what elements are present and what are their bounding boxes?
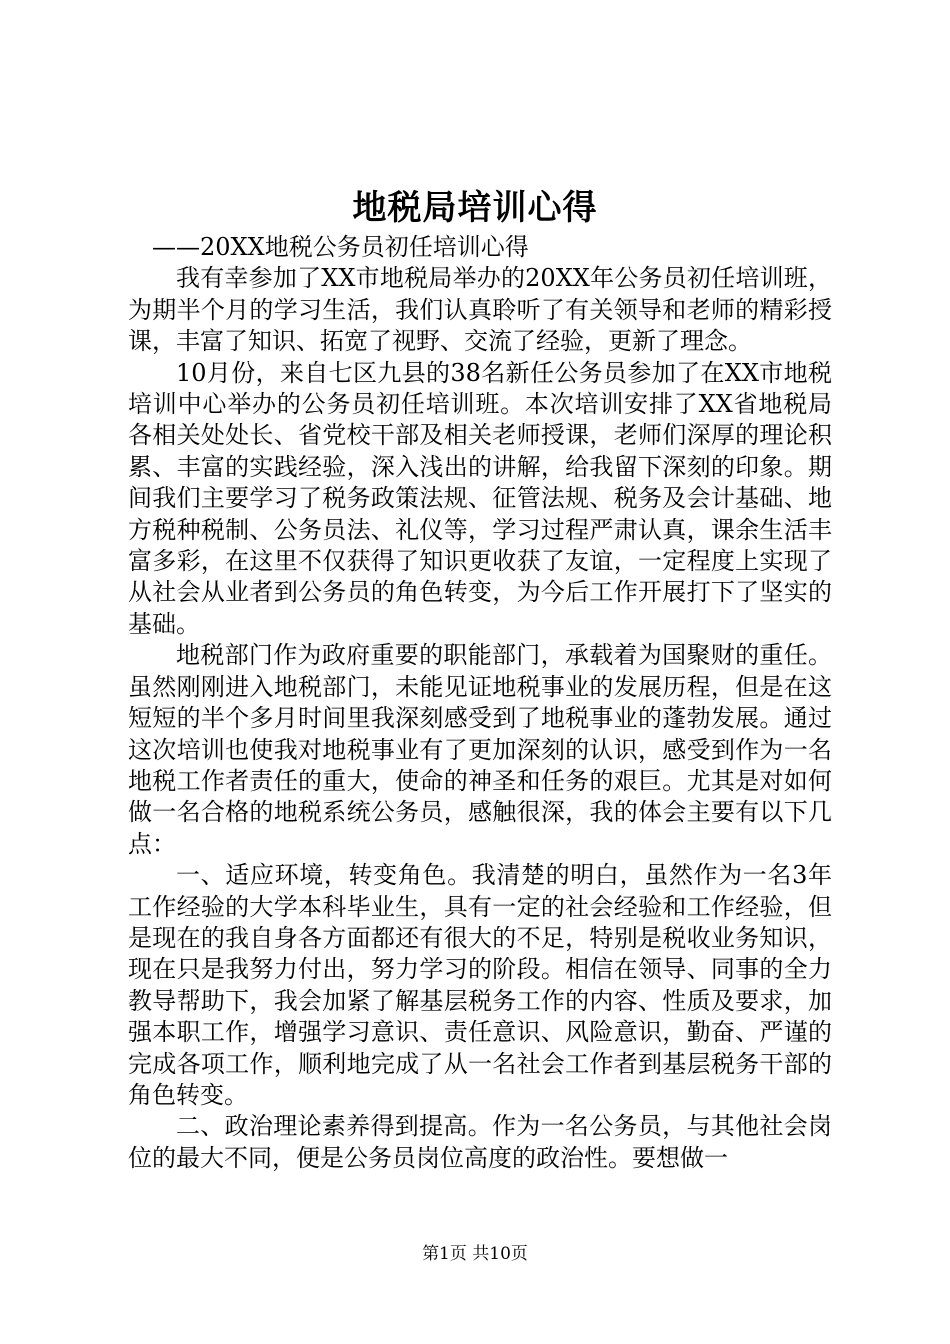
paragraph-3: 地税部门作为政府重要的职能部门，承载着为国聚财的重任。虽然刚刚进入地税部门，未能见证地税事业的发展历程，但是在这短短的半个多月时间里我深刻感受到了地税事业的蓬勃发展。通过这次培训也使我对地税事业有了更加深刻的认识，感受到作为一名地税工作者责任的重大，使命的神圣和任务的艰巨。尤其是对如何做一名合格的地税系统公务员，感触很深，我的体会主要有以下几点： (128, 641, 832, 858)
paragraph-1: 我有幸参加了XX市地税局举办的20XX年公务员初任培训班，为期半个月的学习生活，我们认真聆听了有关领导和老师的精彩授课，丰富了知识、拓宽了视野、交流了经验，更新了理念。 (128, 264, 832, 356)
document-body (128, 232, 832, 1174)
paragraph-5: 二、政治理论素养得到提高。作为一名公务员，与其他社会岗位的最大不同，便是公务员岗位高度的政治性。要想做一 (128, 1112, 832, 1172)
document-subtitle: ——20XX地税公务员初任培训心得 (152, 233, 529, 261)
page-number-footer: 第1页 共10页 (422, 1244, 528, 1264)
paragraph-4: 一、适应环境，转变角色。我清楚的明白，虽然作为一名3年工作经验的大学本科毕业生，具有一定的社会经验和工作经验，但是现在的我自身各方面都还有很大的不足，特别是税收业务知识，现在只是我努力付出，努力学习的阶段。相信在领导、同事的全力教导帮助下，我会加紧了解基层税务工作的内容、性质及要求，加强本职工作，增强学习意识、责任意识、风险意识，勤奋、严谨的完成各项工作，顺利地完成了从一名社会工作者到基层税务干部的角色转变。 (128, 861, 832, 1109)
document-title: 地税局培训心得 (352, 188, 598, 228)
paragraph-2: 10月份，来自七区九县的38名新任公务员参加了在XX市地税培训中心举办的公务员初任培训班。本次培训安排了XX省地税局各相关处处长、省党校干部及相关老师授课，老师们深厚的理论积累、丰富的实践经验，深入浅出的讲解，给我留下深刻的印象。期间我们主要学习了税务政策法规、征管法规、税务及会计基础、地方税种税制、公务员法、礼仪等，学习过程严肃认真，课余生活丰富多彩，在这里不仅获得了知识更收获了友谊，一定程度上实现了从社会从业者到公务员的角色转变，为今后工作开展打下了坚实的基础。 (128, 358, 832, 638)
